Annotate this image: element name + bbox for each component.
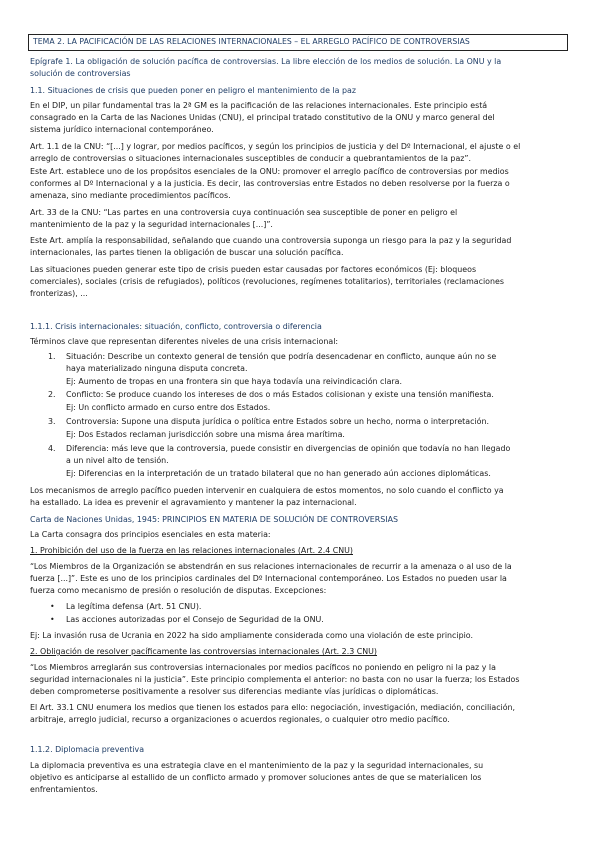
list-number: 1. bbox=[48, 352, 56, 361]
section-1-1-1-heading: 1.1.1. Crisis internacionales: situación, conflicto, controversia o diferencia bbox=[30, 322, 322, 331]
paragraph-3-line-2: conformes al Dº Internacional y a la justicia. Es decir, las controversias entre Estados no deben resolverse por la fuerza o bbox=[30, 179, 510, 188]
art33-line-2: arbitraje, arreglo judicial, recurso a organizaciones o acuerdos regionales, o cualquier otro medio pacífico. bbox=[30, 715, 450, 724]
epigrafe-line-1: Epígrafe 1. La obligación de solución pacífica de controversias. La libre elección de los medios de solución. La ONU y la bbox=[30, 57, 502, 66]
paragraph-1-line-1: En el DIP, un pilar fundamental tras la 2ª GM es la pacificación de las relaciones internacionales. Este principio está bbox=[30, 101, 488, 110]
list-item-conflicto-line-1: Conflicto: Se produce cuando los intereses de dos o más Estados colisionan y existe una tensión manifiesta. bbox=[66, 390, 494, 399]
section-1-1-heading: 1.1. Situaciones de crisis que pueden poner en peligro el mantenimiento de la paz bbox=[30, 86, 356, 95]
paragraph-2-line-1: Art. 1.1 de la CNU: “[...] y lograr, por medios pacíficos, y según los principios de justicia y del Dº Internacional, el ajuste o el bbox=[30, 142, 521, 151]
principle-1-heading: 1. Prohibición del uso de la fuerza en las relaciones internacionales (Art. 2.4 CNU) bbox=[30, 546, 353, 555]
paragraph-7-line-1: Los mecanismos de arreglo pacífico pueden intervenir en cualquiera de estos momentos, no solo cuando el conflicto ya bbox=[30, 486, 504, 495]
paragraph-6-line-1: Las situaciones pueden generar este tipo de crisis pueden estar causadas por factores económicos (Ej: bloqueos bbox=[30, 265, 477, 274]
paragraph-1-line-3: sistema jurídico internacional contemporáneo. bbox=[30, 125, 214, 134]
list-number: 2. bbox=[48, 390, 56, 399]
art33-line-1: El Art. 33.1 CNU enumera los medios que tienen los estados para ello: negociación, investigación, mediación, conciliación, bbox=[30, 703, 516, 712]
list-item-conflicto-example: Ej: Un conflicto armado en curso entre dos Estados. bbox=[66, 403, 271, 412]
list-number: 4. bbox=[48, 444, 56, 453]
carta-intro: La Carta consagra dos principios esenciales en esta materia: bbox=[30, 530, 271, 539]
terms-intro: Términos clave que representan diferentes niveles de una crisis internacional: bbox=[30, 337, 339, 346]
list-item-diferencia-line-1: Diferencia: más leve que la controversia, puede consistir en divergencias de opinión que todavía no han llegado bbox=[66, 444, 511, 453]
paragraph-6-line-3: fronterizas), ... bbox=[30, 289, 88, 298]
list-item-situacion-line-2: haya materializado ninguna disputa concreta. bbox=[66, 364, 248, 373]
principle-1-line-1: “Los Miembros de la Organización se abstendrán en sus relaciones internacionales de recurrir a la amenaza o al uso de la bbox=[30, 562, 512, 571]
paragraph-4-line-2: mantenimiento de la paz y la seguridad internacionales [...]”. bbox=[30, 220, 273, 229]
list-number: 3. bbox=[48, 417, 56, 426]
paragraph-6-line-2: comerciales), sociales (crisis de refugiados), políticos (revoluciones, regímenes totalitarios), territoriales (reclamaciones bbox=[30, 277, 504, 286]
bullet-item-consejo-seguridad: Las acciones autorizadas por el Consejo de Seguridad de la ONU. bbox=[66, 615, 324, 624]
paragraph-1-line-2: consagrado en la Carta de las Naciones Unidas (CNU), el principal tratado constitutivo de la ONU y marco general del bbox=[30, 113, 495, 122]
list-item-situacion-line-1: Situación: Describe un contexto general de tensión que podría desencadenar en conflicto, aunque aún no se bbox=[66, 352, 497, 361]
list-item-situacion-example: Ej: Aumento de tropas en una frontera sin que haya todavía una reivindicación clara. bbox=[66, 377, 402, 386]
paragraph-4-line-1: Art. 33 de la CNU: “Las partes en una controversia cuya continuación sea susceptible de poner en peligro el bbox=[30, 208, 458, 217]
principle-2-heading: 2. Obligación de resolver pacíficamente las controversias internacionales (Art. 2.3 CNU) bbox=[30, 647, 378, 656]
bullet-dot-icon: • bbox=[50, 615, 55, 624]
paragraph-5-line-1: Este Art. amplía la responsabilidad, señalando que cuando una controversia suponga un riesgo para la paz y la seguridad bbox=[30, 236, 512, 245]
paragraph-5-line-2: internacionales, las partes tienen la obligación de buscar una solución pacífica. bbox=[30, 248, 344, 257]
bullet-dot-icon: • bbox=[50, 602, 55, 611]
section-1-1-2-heading: 1.1.2. Diplomacia preventiva bbox=[30, 745, 145, 754]
principle-1-example: Ej: La invasión rusa de Ucrania en 2022 ha sido ampliamente considerada como una violación de este principio. bbox=[30, 631, 473, 640]
bullet-item-legitima-defensa: La legítima defensa (Art. 51 CNU). bbox=[66, 602, 202, 611]
epigrafe-line-2: solución de controversias bbox=[30, 69, 131, 78]
principle-2-line-2: seguridad internacionales ni la justicia”. Este principio complementa el anterior: no basta con no usar la fuerza; los Estados bbox=[30, 675, 520, 684]
paragraph-3-line-1: Este Art. establece uno de los propósitos esenciales de la ONU: promover el arreglo pacífico de controversias por medios bbox=[30, 167, 509, 176]
paragraph-8-line-1: La diplomacia preventiva es una estrategia clave en el mantenimiento de la paz y la seguridad internacionales, su bbox=[30, 761, 484, 770]
paragraph-8-line-2: objetivo es anticiparse al estallido de un conflicto armado y promover soluciones antes de que se materialicen los bbox=[30, 773, 482, 782]
principle-2-line-1: “Los Miembros arreglarán sus controversias internacionales por medios pacíficos no poniendo en peligro ni la paz y la bbox=[30, 663, 496, 672]
paragraph-3-line-3: amenaza, sino mediante procedimientos pacíficos. bbox=[30, 191, 231, 200]
header-box bbox=[28, 34, 568, 51]
carta-heading: Carta de Naciones Unidas, 1945: PRINCIPIOS EN MATERIA DE SOLUCIÓN DE CONTROVERSIAS bbox=[30, 515, 398, 524]
principle-1-line-2: fuerza [...]”. Este es uno de los principios cardinales del Dº Internacional contemporáneo. Los Estados no pueden usar la bbox=[30, 574, 507, 583]
principle-1-line-3: fuerza como mecanismo de presión o resolución de disputas. Excepciones: bbox=[30, 586, 327, 595]
paragraph-2-line-2: arreglo de controversias o situaciones internacionales susceptibles de conducir a quebrantamientos de la paz”. bbox=[30, 154, 472, 163]
list-item-diferencia-line-2: a un nivel alto de tensión. bbox=[66, 456, 169, 465]
principle-2-line-3: deben comprometerse positivamente a resolver sus diferencias mediante vías jurídicas o diplomáticas. bbox=[30, 687, 439, 696]
document-header: TEMA 2. LA PACIFICACIÓN DE LAS RELACIONES INTERNACIONALES – EL ARREGLO PACÍFICO DE CONTROVERSIAS bbox=[33, 37, 470, 46]
list-item-controversia-line-1: Controversia: Supone una disputa jurídica o política entre Estados sobre un hecho, norma o interpretación. bbox=[66, 417, 489, 426]
list-item-controversia-example: Ej: Dos Estados reclaman jurisdicción sobre una misma área marítima. bbox=[66, 430, 345, 439]
paragraph-8-line-3: enfrentamientos. bbox=[30, 785, 98, 794]
paragraph-7-line-2: ha estallado. La idea es prevenir el agravamiento y mantener la paz internacional. bbox=[30, 498, 357, 507]
list-item-diferencia-example: Ej: Diferencias en la interpretación de un tratado bilateral que no han generado aún acciones diplomáticas. bbox=[66, 469, 491, 478]
